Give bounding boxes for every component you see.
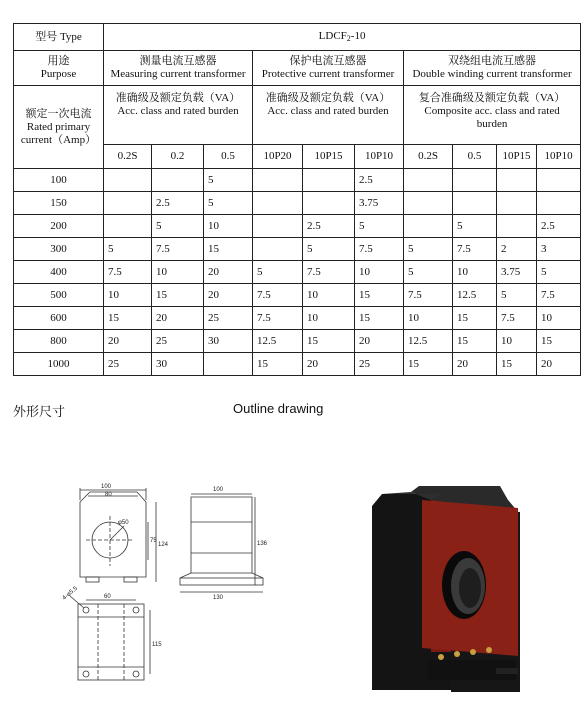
burden-cell: 2.5: [355, 169, 404, 192]
burden-cell: 10: [537, 307, 581, 330]
burden-cell: 15: [497, 353, 537, 376]
dimensions-heading: 外形尺寸: [13, 404, 66, 419]
burden-cell: 2.5: [152, 192, 204, 215]
burden-cell: 20: [355, 330, 404, 353]
rated-current-cell: 400: [14, 261, 104, 284]
burden-cell: 25: [152, 330, 204, 353]
composite-acc-header: 复合准确级及额定负载（VA） Composite acc. class and rated burden: [404, 86, 581, 145]
burden-cell: 10: [303, 284, 355, 307]
burden-cell: 5: [355, 215, 404, 238]
burden-cell: 15: [204, 238, 253, 261]
double-winding-ct-header: 双绕组电流互感器 Double winding current transformer: [404, 51, 581, 86]
class-cell: 10P10: [355, 145, 404, 169]
rated-current-cell: 100: [14, 169, 104, 192]
class-cell: 10P15: [497, 145, 537, 169]
burden-cell: 20: [453, 353, 497, 376]
burden-cell: 5: [253, 261, 303, 284]
burden-cell: 15: [104, 307, 152, 330]
burden-cell: 7.5: [355, 238, 404, 261]
side-view-drawing: [180, 494, 263, 592]
rated-current-cell: 600: [14, 307, 104, 330]
burden-cell: 20: [204, 284, 253, 307]
dim-bottom-height: 115: [152, 642, 162, 648]
rated-current-cell: 1000: [14, 353, 104, 376]
burden-cell: 15: [253, 353, 303, 376]
burden-cell: 3.75: [497, 261, 537, 284]
burden-cell: 30: [152, 353, 204, 376]
protective-acc-header: 准确级及额定负载（VA） Acc. class and rated burden: [253, 86, 404, 145]
burden-cell: 20: [537, 353, 581, 376]
burden-cell: 7.5: [253, 307, 303, 330]
burden-cell: 15: [152, 284, 204, 307]
burden-cell: 7.5: [404, 284, 453, 307]
outline-drawing-heading: Outline drawing: [233, 401, 324, 416]
burden-cell: 7.5: [253, 284, 303, 307]
rated-current-label: 额定一次电流 Rated primary current（Amp）: [14, 86, 104, 169]
burden-cell: 10: [104, 284, 152, 307]
burden-cell: 15: [453, 330, 497, 353]
burden-cell: 3: [537, 238, 581, 261]
dim-front-width-inner: 80: [105, 492, 112, 498]
burden-cell: 15: [355, 307, 404, 330]
dim-height-outer: 124: [158, 542, 169, 548]
dim-bolt-holes: 4-φ5.5: [61, 585, 79, 602]
burden-cell: 5: [303, 238, 355, 261]
model-number: $LDCF_2-10$: [104, 24, 581, 51]
front-view-drawing: [80, 488, 156, 582]
dim-side-width: 100: [213, 487, 224, 493]
measuring-acc-header: 准确级及额定负载（VA） Acc. class and rated burden: [104, 86, 253, 145]
burden-cell: 30: [204, 330, 253, 353]
burden-cell: 20: [303, 353, 355, 376]
class-cell: 0.5: [204, 145, 253, 169]
burden-cell: 10: [355, 261, 404, 284]
dim-height-inner: 75: [150, 538, 157, 544]
burden-cell: 5: [537, 261, 581, 284]
burden-cell: 2: [497, 238, 537, 261]
burden-cell: 10: [404, 307, 453, 330]
burden-cell: 2.5: [303, 215, 355, 238]
burden-cell: 15: [537, 330, 581, 353]
burden-cell: 15: [355, 284, 404, 307]
burden-cell: 15: [404, 353, 453, 376]
burden-cell: 5: [404, 238, 453, 261]
burden-cell: 5: [204, 192, 253, 215]
bottom-view-drawing: [70, 596, 150, 680]
burden-cell: 7.5: [453, 238, 497, 261]
burden-cell: 15: [303, 330, 355, 353]
burden-cell: 2.5: [537, 215, 581, 238]
burden-cell: 10: [204, 215, 253, 238]
rated-current-cell: 200: [14, 215, 104, 238]
burden-cell: 10: [497, 330, 537, 353]
product-photo: [372, 486, 520, 692]
burden-cell: 25: [355, 353, 404, 376]
class-cell: 0.2S: [104, 145, 152, 169]
burden-cell: 5: [497, 284, 537, 307]
measuring-ct-header: 测量电流互感器 Measuring current transformer: [104, 51, 253, 86]
burden-cell: 7.5: [537, 284, 581, 307]
dim-bottom-width: 60: [104, 594, 111, 600]
rated-current-cell: 300: [14, 238, 104, 261]
burden-cell: 5: [453, 215, 497, 238]
burden-cell: 7.5: [152, 238, 204, 261]
burden-cell: 7.5: [104, 261, 152, 284]
class-cell: 0.2: [152, 145, 204, 169]
burden-cell: 10: [453, 261, 497, 284]
burden-cell: 7.5: [303, 261, 355, 284]
burden-cell: 20: [104, 330, 152, 353]
class-cell: 0.5: [453, 145, 497, 169]
burden-cell: 15: [453, 307, 497, 330]
burden-cell: 10: [303, 307, 355, 330]
burden-cell: 20: [204, 261, 253, 284]
dim-front-width-outer: 100: [101, 484, 112, 490]
burden-cell: 5: [404, 261, 453, 284]
burden-cell: 25: [104, 353, 152, 376]
protective-ct-header: 保护电流互感器 Protective current transformer: [253, 51, 404, 86]
dim-side-base: 130: [213, 595, 224, 601]
burden-cell: 5: [204, 169, 253, 192]
burden-cell: 20: [152, 307, 204, 330]
class-cell: 0.2S: [404, 145, 453, 169]
class-cell: 10P15: [303, 145, 355, 169]
burden-cell: 12.5: [453, 284, 497, 307]
burden-cell: 5: [104, 238, 152, 261]
purpose-label: 用途 Purpose: [14, 51, 104, 86]
rated-current-cell: 800: [14, 330, 104, 353]
burden-cell: 3.75: [355, 192, 404, 215]
class-cell: 10P10: [537, 145, 581, 169]
rated-current-cell: 150: [14, 192, 104, 215]
class-cell: 10P20: [253, 145, 303, 169]
rated-current-cell: 500: [14, 284, 104, 307]
burden-cell: 12.5: [404, 330, 453, 353]
burden-cell: 25: [204, 307, 253, 330]
dim-side-height: 136: [257, 541, 268, 547]
burden-cell: 5: [152, 215, 204, 238]
type-label: 型号 Type: [14, 24, 104, 51]
burden-cell: 7.5: [497, 307, 537, 330]
burden-cell: 10: [152, 261, 204, 284]
burden-cell: 12.5: [253, 330, 303, 353]
dim-hole-diameter: φ50: [118, 520, 129, 526]
